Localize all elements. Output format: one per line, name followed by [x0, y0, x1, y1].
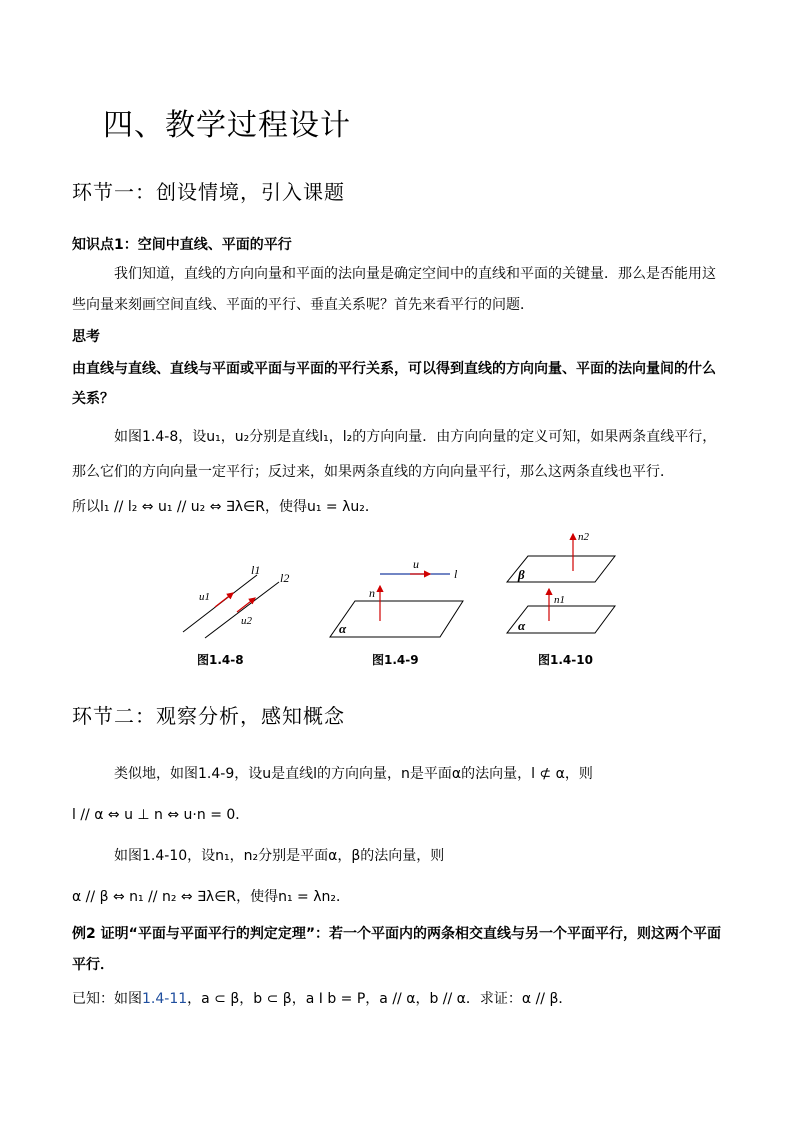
- fig8-label-u1: u1: [199, 591, 210, 603]
- given-figure-ref[interactable]: 1.4-11: [142, 991, 188, 1007]
- para3-line-1: 如图1.4-10，设n₁，n₂分别是平面α，β的法向量，则: [114, 848, 445, 864]
- para3-line-2: α // β ⇔ n₁ // n₂ ⇔ ∃λ∈R，使得n₁ = λn₂．: [72, 889, 351, 905]
- para1-line-1: 如图1.4-8，设u₁，u₂分别是直线l₁，l₂的方向向量．由方向向量的定义可知，如果两条直线平行，: [114, 429, 717, 445]
- para1-line-3: 所以l₁ // l₂ ⇔ u₁ // u₂ ⇔ ∃λ∈R，使得u₁ = λu₂．: [72, 499, 379, 515]
- example-line-2: 平行．: [72, 957, 114, 973]
- section2-heading: 环节二：观察分析，感知概念: [72, 704, 345, 728]
- question-line-1: 由直线与直线、直线与平面或平面与平面的平行关系，可以得到直线的方向向量、平面的法向量间的什么: [72, 361, 716, 377]
- given-prefix: 已知：如图: [72, 991, 142, 1007]
- figure-1-4-8: [175, 560, 305, 640]
- fig9-label-alpha: α: [339, 621, 347, 636]
- fig10-label-beta: β: [518, 567, 525, 582]
- fig8-label-l2: l2: [280, 571, 290, 585]
- fig9-caption: 图1.4-9: [372, 653, 419, 667]
- para2-line-1: 类似地，如图1.4-9，设u是直线l的方向向量，n是平面α的法向量，l ⊄ α，则: [114, 766, 593, 782]
- knowledge-point-title: 知识点1：空间中直线、平面的平行: [72, 237, 292, 253]
- fig10-caption: 图1.4-10: [538, 653, 593, 667]
- given-line: [72, 988, 572, 1008]
- fig9-label-u: u: [413, 557, 419, 571]
- example-line-1: 例2 证明“平面与平面平行的判定定理”：若一个平面内的两条相交直线与另一个平面平行，则这两个平面: [72, 926, 722, 942]
- intro-line-1: 我们知道，直线的方向向量和平面的法向量是确定空间中的直线和平面的关键量．那么是否能用这: [114, 266, 716, 282]
- fig8-caption: 图1.4-8: [197, 653, 244, 667]
- fig10-label-alpha: α: [518, 618, 526, 633]
- fig9-label-n: n: [369, 586, 375, 600]
- given-rest: ，a ⊂ β，b ⊂ β，a I b = P，a // α，b // α．求证：α // β．: [187, 991, 573, 1007]
- fig10-label-n1: n1: [554, 594, 565, 606]
- para1-line-2: 那么它们的方向向量一定平行；反过来，如果两条直线的方向向量平行，那么这两条直线也平行．: [72, 464, 674, 480]
- para2-line-2: l // α ⇔ u ⊥ n ⇔ u·n = 0．: [72, 807, 250, 823]
- page-title: 四、教学过程设计: [103, 108, 351, 143]
- section1-heading: 环节一：创设情境，引入课题: [72, 180, 345, 204]
- fig10-label-n2: n2: [578, 531, 589, 543]
- figure-1-4-9: [325, 548, 470, 640]
- fig8-label-l1: l1: [251, 563, 261, 577]
- fig9-label-l: l: [454, 567, 458, 581]
- intro-line-2: 些向量来刻画空间直线、平面的平行、垂直关系呢？首先来看平行的问题．: [72, 297, 534, 313]
- think-label: 思考: [72, 329, 100, 345]
- question-line-2: 关系？: [72, 391, 114, 407]
- figure-1-4-10: [505, 526, 620, 638]
- fig8-label-u2: u2: [241, 615, 252, 627]
